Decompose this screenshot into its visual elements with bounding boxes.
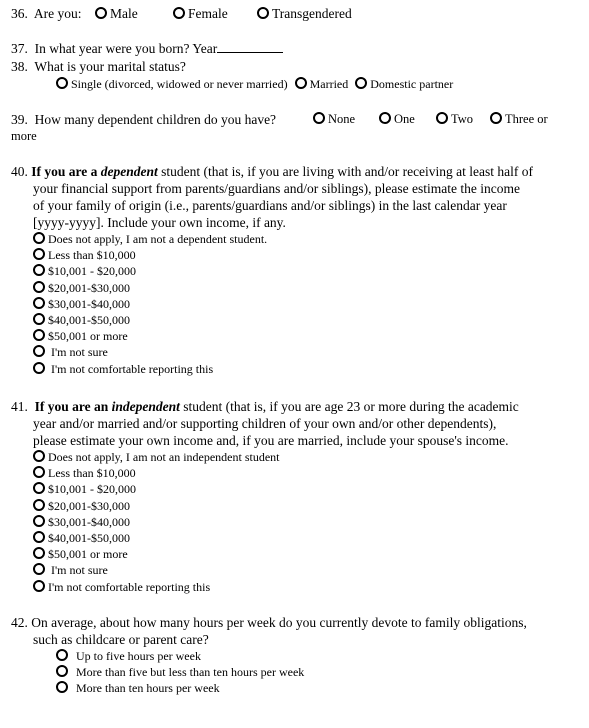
option-50001-or-more[interactable]: $50,001 or more	[33, 546, 128, 562]
radio-button-icon	[56, 681, 68, 693]
question-text: How many dependent children do you have?	[34, 112, 277, 127]
radio-button-icon	[33, 281, 45, 293]
question-42: 42. On average, about how many hours per week do you currently devote to family obligations, such as childcare or parent care? Up to five hours per week More than five but less than ten hours per week More than ten hours per week	[11, 615, 527, 696]
radio-button-icon	[33, 547, 45, 559]
question-number: 38.	[11, 59, 28, 74]
question-number: 40.	[11, 164, 28, 179]
option-up-to-five-hours[interactable]: Up to five hours per week	[56, 648, 201, 664]
option-does-not-apply[interactable]: Does not apply, I am not a dependent student.	[33, 231, 267, 247]
radio-button-icon	[33, 297, 45, 309]
option-40001-50000[interactable]: $40,001-$50,000	[33, 312, 130, 328]
radio-button-icon	[33, 482, 45, 494]
option-40001-50000[interactable]: $40,001-$50,000	[33, 530, 130, 546]
radio-button-icon	[33, 580, 45, 592]
question-text: What is your marital status?	[34, 59, 186, 74]
radio-button-icon	[33, 466, 45, 478]
question-40: 40. If you are a dependent student (that is, if you are living with and/or receiving at least half of your financial support from parents/guardians and/or siblings), please estimate the income of your family of origin (i.e., parents/guardians and/or siblings) in the last calendar year [yyyy-yyyy]. Include your own income, if any. Does not apply, I am not a dependent student. Less than $10,000 $10,001 - $20,000 $20,001-$30,000 $30,001-$40,000 $40,001-$50,000 $50,001 or more I'm not sure I'm not comfortable reporting this	[11, 164, 534, 376]
question-36	[11, 5, 581, 22]
radio-button-icon	[56, 77, 68, 89]
radio-button-icon	[355, 77, 367, 89]
radio-button-icon	[33, 329, 45, 341]
radio-button-icon	[56, 649, 68, 661]
radio-button-icon	[313, 112, 325, 124]
option-female[interactable]: Female	[173, 5, 228, 22]
radio-button-icon	[33, 345, 45, 357]
bold-lead: If you are a	[31, 164, 98, 179]
option-10001-20000[interactable]: $10,001 - $20,000	[33, 481, 136, 497]
question-number: 42.	[11, 615, 28, 630]
radio-button-icon	[95, 7, 107, 19]
radio-button-icon	[33, 531, 45, 543]
year-label: Year	[192, 41, 218, 56]
radio-button-icon	[436, 112, 448, 124]
radio-button-icon	[33, 362, 45, 374]
option-30001-40000[interactable]: $30,001-$40,000	[33, 296, 130, 312]
question-41: 41. If you are an independent student (that is, if you are age 23 or more during the academic year and/or married and/or supporting children of your own and/or other dependents), please estimate your own income and, if you are married, include your spouse's income. Does not apply, I am not an independent student Less than $10,000 $10,001 - $20,000 $20,001-$30,000 $30,001-$40,000 $40,001-$50,000 $50,001 or more I'm not sure I'm not comfortable reporting this	[11, 399, 519, 594]
option-more-than-ten-hours[interactable]: More than ten hours per week	[56, 680, 220, 696]
option-two[interactable]: Two	[436, 111, 473, 128]
question-text: Are you:	[33, 6, 82, 21]
radio-button-icon	[33, 313, 45, 325]
radio-button-icon	[33, 264, 45, 276]
option-transgendered[interactable]: Transgendered	[257, 5, 352, 22]
question-number: 37.	[11, 41, 28, 56]
option-20001-30000[interactable]: $20,001-$30,000	[33, 498, 130, 514]
radio-button-icon	[295, 77, 307, 89]
option-not-sure[interactable]: I'm not sure	[33, 562, 108, 578]
radio-button-icon	[33, 450, 45, 462]
option-male[interactable]: Male	[95, 5, 138, 22]
option-does-not-apply[interactable]: Does not apply, I am not an independent student	[33, 449, 280, 465]
question-number: 36.	[11, 6, 28, 21]
radio-button-icon	[56, 665, 68, 677]
option-five-to-ten-hours[interactable]: More than five but less than ten hours per week	[56, 664, 304, 680]
radio-button-icon	[33, 563, 45, 575]
radio-button-icon	[490, 112, 502, 124]
option-not-comfortable[interactable]: I'm not comfortable reporting this	[33, 361, 213, 377]
question-number: 41.	[11, 399, 28, 414]
question-text: In what year were you born?	[34, 41, 190, 56]
question-number: 39.	[11, 112, 28, 127]
question-37	[11, 40, 581, 57]
radio-button-icon	[257, 7, 269, 19]
option-not-comfortable[interactable]: I'm not comfortable reporting this	[33, 579, 210, 595]
radio-button-icon	[33, 248, 45, 260]
option-not-sure[interactable]: I'm not sure	[33, 344, 108, 360]
radio-button-icon	[33, 515, 45, 527]
bold-italic: dependent	[100, 164, 158, 179]
wrap-text: more	[11, 129, 37, 143]
question-38	[11, 58, 581, 92]
option-less-than-10000[interactable]: Less than $10,000	[33, 465, 136, 481]
option-three-or-more[interactable]: Three or	[490, 111, 548, 128]
bold-italic: independent	[111, 399, 180, 414]
question-39	[11, 111, 581, 145]
radio-button-icon	[33, 499, 45, 511]
radio-button-icon	[33, 232, 45, 244]
option-50001-or-more[interactable]: $50,001 or more	[33, 328, 128, 344]
option-single[interactable]: Single (divorced, widowed or never married)	[56, 76, 288, 92]
option-domestic-partner[interactable]: Domestic partner	[355, 76, 453, 92]
option-married[interactable]: Married	[295, 76, 349, 92]
option-10001-20000[interactable]: $10,001 - $20,000	[33, 263, 136, 279]
option-30001-40000[interactable]: $30,001-$40,000	[33, 514, 130, 530]
option-20001-30000[interactable]: $20,001-$30,000	[33, 280, 130, 296]
option-less-than-10000[interactable]: Less than $10,000	[33, 247, 136, 263]
year-field[interactable]	[217, 40, 283, 53]
option-one[interactable]: One	[379, 111, 415, 128]
option-none[interactable]: None	[313, 111, 355, 128]
radio-button-icon	[173, 7, 185, 19]
bold-lead: If you are an	[34, 399, 109, 414]
radio-button-icon	[379, 112, 391, 124]
